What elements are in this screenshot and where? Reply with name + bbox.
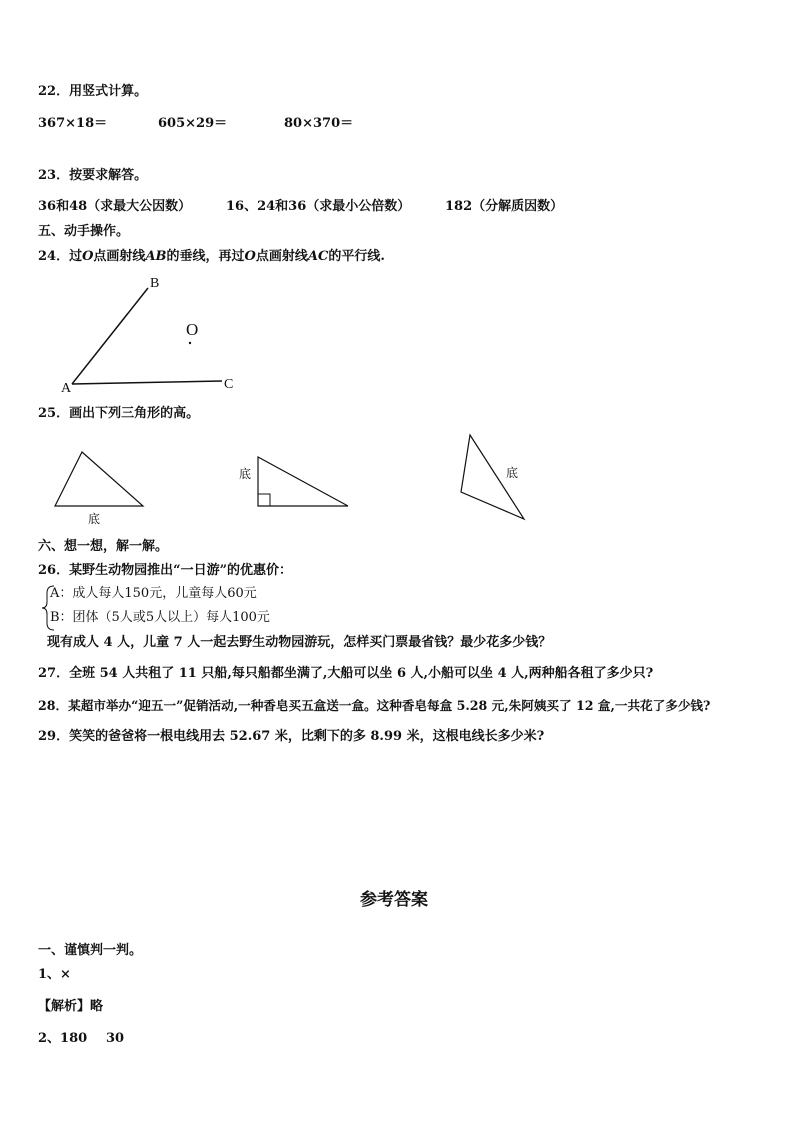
q26-question: 现有成人 4 人，儿童 7 人一起去野生动物园游玩，怎样买门票最省钱？最少花多少钱？ [47, 635, 552, 650]
triangle-2-base-label: 底 [239, 467, 252, 481]
triangle-1-base-label: 底 [88, 512, 101, 526]
q23-item-2: 16、24和36（求最小公倍数） [226, 199, 411, 214]
q22-item-1: 367×18＝ [38, 116, 108, 131]
q26-title: 26．某野生动物园推出“一日游”的优惠价： [38, 563, 293, 578]
q28-text: 28．某超市举办“迎五一”促销活动,一种香皂买五盒送一盒。这种香皂每盒 5.28 元,朱阿姨买了 12 盒,一共花了多少钱? [38, 698, 711, 713]
answers-title: 参考答案 [360, 890, 428, 910]
point-o [189, 342, 191, 344]
q22-item-2: 605×29＝ [158, 116, 228, 131]
ray-ab [72, 288, 148, 384]
q27-text: 27．全班 54 人共租了 11 只船,每只船都坐满了,大船可以坐 6 人,小船可以坐 4 人,两种船各租了多少只? [38, 666, 654, 681]
answers-section-1: 一、谨慎判一判。 [38, 943, 143, 958]
label-o: O [186, 320, 199, 339]
answer-1-analysis: 【解析】略 [38, 999, 104, 1014]
q29-text: 29．笑笑的爸爸将一根电线用去 52.67 米，比剩下的多 8.99 米，这根电线长多少米? [38, 729, 545, 744]
triangle-2 [258, 457, 348, 506]
q23-title: 23．按要求解答。 [38, 168, 148, 183]
answer-2-value: 30 [106, 1031, 125, 1046]
right-angle-mark [258, 494, 270, 506]
section-5-heading: 五、动手操作。 [38, 224, 130, 239]
section-6-heading: 六、想一想，解一解。 [38, 539, 169, 554]
q26-option-a: A：成人每人150元，儿童每人60元 [50, 586, 257, 601]
q24-angle-figure [72, 288, 222, 384]
label-b: B [150, 276, 160, 291]
answer-2: 2、180 [38, 1031, 88, 1046]
label-a: A [61, 381, 72, 396]
triangle-1 [55, 452, 143, 506]
q23-item-1: 36和48（求最大公因数） [38, 199, 192, 214]
ray-ac [72, 381, 222, 384]
answer-1: 1、× [38, 967, 71, 982]
triangle-3-base-label: 底 [506, 466, 519, 480]
q22-title: 22．用竖式计算。 [38, 84, 148, 99]
label-c: C [224, 377, 234, 392]
q25-title: 25．画出下列三角形的高。 [38, 406, 200, 421]
q23-item-3: 182（分解质因数） [445, 199, 564, 214]
q22-item-3: 80×370＝ [284, 116, 354, 131]
q24-title: 24．过O点画射线AB的垂线，再过O点画射线AC的平行线. [38, 249, 385, 264]
q26-option-b: B：团体（5人或5人以上）每人100元 [50, 610, 270, 625]
